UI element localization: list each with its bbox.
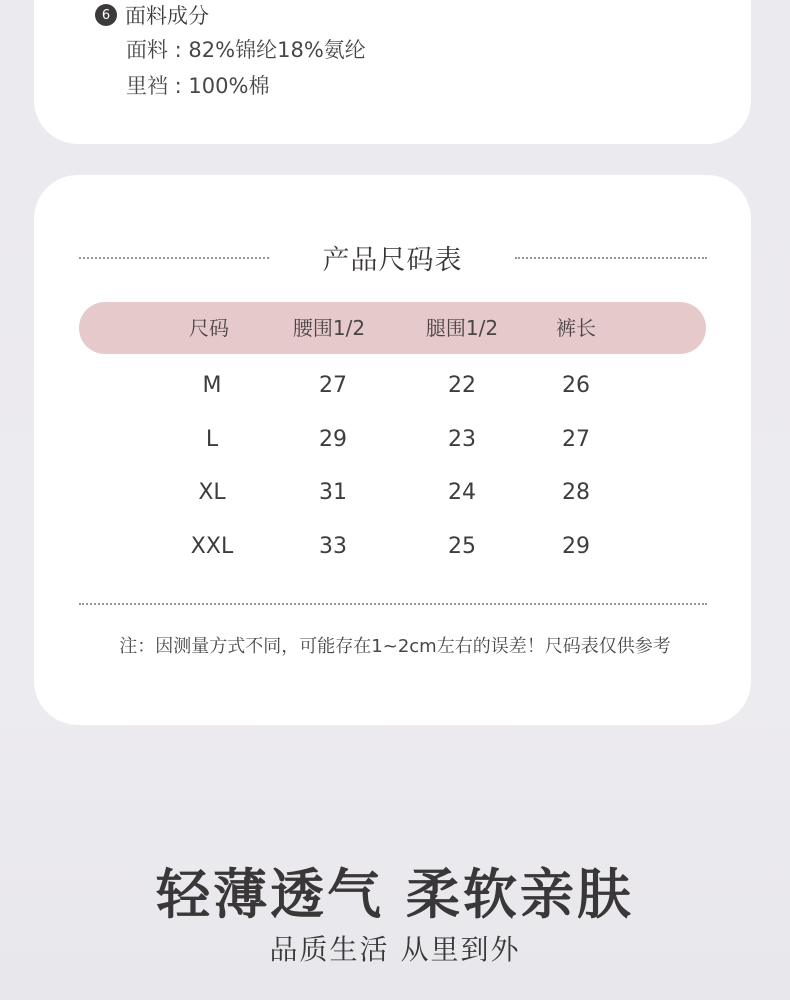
table-cell: 24 [448,480,476,505]
table-cell: L [205,427,219,452]
table-cell: XXL [190,534,234,559]
section-number-badge: 6 [95,4,117,26]
header-waist: 腰围1/2 [292,316,366,340]
table-cell: XL [198,480,226,505]
table-cell: 26 [562,373,590,398]
sub-slogan: 品质生活 从里到外 [269,933,521,966]
table-cell: 29 [319,427,347,452]
header-length: 裤长 [556,316,596,340]
table-cell: 22 [448,373,476,398]
table-cell: 25 [448,534,476,559]
table-cell: 28 [562,480,590,505]
size-chart-title: 产品尺码表 [322,245,463,276]
table-cell: 27 [319,373,347,398]
table-cell: 29 [562,534,590,559]
header-thigh: 腿围1/2 [425,316,499,340]
lining-composition: 里裆 : 100%棉 [126,74,270,98]
table-cell: 23 [448,427,476,452]
table-divider-bottom [79,603,707,605]
table-cell: 31 [319,480,347,505]
table-cell: M [202,373,222,398]
title-divider-right [515,257,707,259]
size-chart-note: 注：因测量方式不同，可能存在1~2cm左右的误差！尺码表仅供参考 [119,636,671,657]
materials-heading-row [95,0,209,30]
table-cell: 27 [562,427,590,452]
materials-heading: 面料成分 [125,4,209,28]
fabric-composition: 面料 : 82%锦纶18%氨纶 [126,38,366,62]
title-divider-left [79,257,269,259]
table-cell: 33 [319,534,347,559]
size-table-header [79,302,706,354]
slogan: 轻薄透气 柔软亲肤 [156,863,634,926]
header-size: 尺码 [189,316,229,340]
